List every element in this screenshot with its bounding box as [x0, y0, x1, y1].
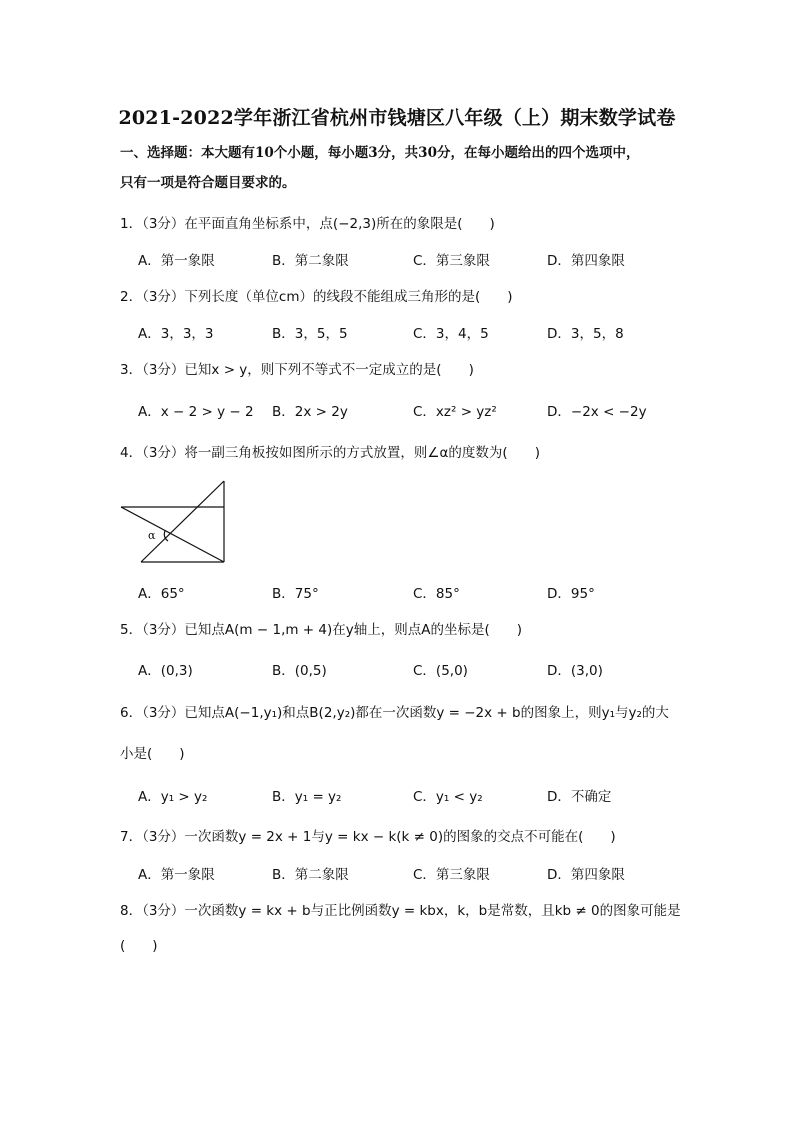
q3-option-c: C．xz² > yz²	[413, 404, 497, 420]
q2-option-b: B．3，5，5	[272, 326, 348, 342]
q1-option-d: D．第四象限	[547, 253, 625, 269]
section-heading-line1: 一、选择题：本大题有10个小题，每小题3分，共30分，在每小题给出的四个选项中，	[120, 145, 640, 161]
q4-option-d: D．95°	[547, 586, 595, 602]
question-6-stem-cont: 小是( )	[120, 746, 185, 762]
q7-option-d: D．第四象限	[547, 867, 625, 883]
q1-option-c: C．第三象限	[413, 253, 490, 269]
question-5-stem: 5．（3分）已知点A(m − 1,m + 4)在y轴上，则点A的坐标是( )	[120, 622, 523, 638]
q2-option-d: D．3，5，8	[547, 326, 624, 342]
question-3-stem: 3．（3分）已知x > y，则下列不等式不一定成立的是( )	[120, 362, 474, 378]
q4-option-b: B．75°	[272, 586, 319, 602]
q7-option-a: A．第一象限	[138, 867, 215, 883]
question-7-stem: 7．（3分）一次函数y = 2x + 1与y = kx − k(k ≠ 0)的图象的交点不可能在( )	[120, 829, 616, 845]
q5-option-a: A．(0,3)	[138, 663, 193, 679]
question-2-stem: 2．（3分）下列长度（单位cm）的线段不能组成三角形的是( )	[120, 289, 513, 305]
square-hypotenuse	[141, 481, 224, 562]
q2-option-c: C．3，4，5	[413, 326, 489, 342]
page-title: 2021-2022学年浙江省杭州市钱塘区八年级（上）期末数学试卷	[118, 107, 676, 129]
q1-option-b: B．第二象限	[272, 253, 349, 269]
q6-option-c: C．y₁ < y₂	[413, 789, 483, 805]
q3-option-a: A．x − 2 > y − 2	[138, 404, 254, 420]
q7-option-b: B．第二象限	[272, 867, 349, 883]
q6-option-a: A．y₁ > y₂	[138, 789, 208, 805]
q5-option-d: D．(3,0)	[547, 663, 603, 679]
question-8-stem: 8．（3分）一次函数y = kx + b与正比例函数y = kbx，k，b是常数，且kb ≠ 0的图象可能是	[120, 903, 681, 919]
q1-option-a: A．第一象限	[138, 253, 215, 269]
q7-option-c: C．第三象限	[413, 867, 490, 883]
q6-option-b: B．y₁ = y₂	[272, 789, 342, 805]
question-6-stem: 6．（3分）已知点A(−1,y₁)和点B(2,y₂)都在一次函数y = −2x + b的图象上，则y₁与y₂的大	[120, 705, 669, 721]
q4-option-a: A．65°	[138, 586, 185, 602]
triangle-hypotenuse	[121, 507, 224, 562]
question-1-stem: 1．（3分）在平面直角坐标系中，点(−2,3)所在的象限是( )	[120, 216, 495, 232]
question-4-stem: 4．（3分）将一副三角板按如图所示的方式放置，则∠α的度数为( )	[120, 445, 540, 461]
triangle-set-figure	[118, 478, 230, 564]
q5-option-c: C．(5,0)	[413, 663, 468, 679]
q6-option-d: D．不确定	[547, 789, 612, 805]
q4-option-c: C．85°	[413, 586, 460, 602]
q2-option-a: A．3，3，3	[138, 326, 214, 342]
section-heading-line2: 只有一项是符合题目要求的。	[120, 175, 296, 191]
q3-option-d: D．−2x < −2y	[547, 404, 647, 420]
q5-option-b: B．(0,5)	[272, 663, 327, 679]
question-8-stem-cont: ( )	[120, 938, 158, 954]
q3-option-b: B．2x > 2y	[272, 404, 348, 420]
angle-alpha-label: α	[148, 529, 156, 542]
